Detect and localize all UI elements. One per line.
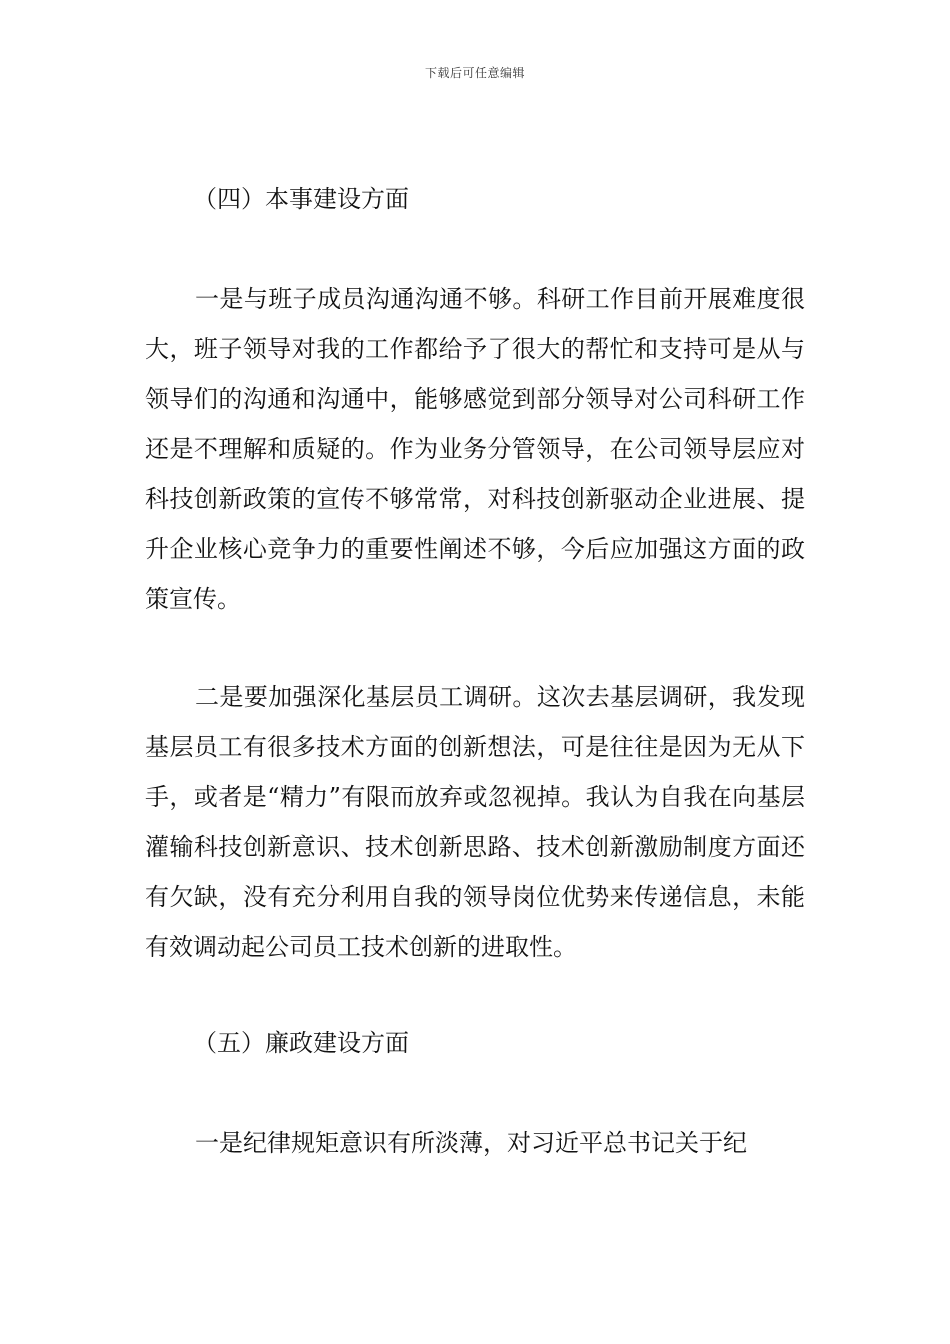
paragraph: 一是纪律规矩意识有所淡薄，对习近平总书记关于纪 — [195, 1129, 747, 1157]
document-body — [145, 176, 805, 1168]
section-heading: （四）本事建设方面 — [193, 185, 409, 213]
section-heading: （五）廉政建设方面 — [193, 1029, 409, 1057]
paragraph: 二是要加强深化基层员工调研。这次去基层调研，我发现基层员工有很多技术方面的创新想法，可是往往是因为无从下手，或者是“精力”有限而放弃或忽视掉。我认为自我在向基层灌输科技创新意识、技术创新思路、技术创新激励制度方面还有欠缺，没有充分利用自我的领导岗位优势来传递信息，未能有效调动起公司员工技术创新的进取性。 — [145, 683, 805, 961]
paragraph: 一是与班子成员沟通沟通不够。科研工作目前开展难度很大，班子领导对我的工作都给予了很大的帮忙和支持可是从与领导们的沟通和沟通中，能够感觉到部分领导对公司科研工作还是不理解和质疑的。作为业务分管领导，在公司领导层应对科技创新政策的宣传不够常常，对科技创新驱动企业进展、提升企业核心竞争力的重要性阐述不够，今后应加强这方面的政策宣传。 — [145, 285, 805, 613]
header-note: 下载后可任意编辑 — [424, 66, 525, 80]
